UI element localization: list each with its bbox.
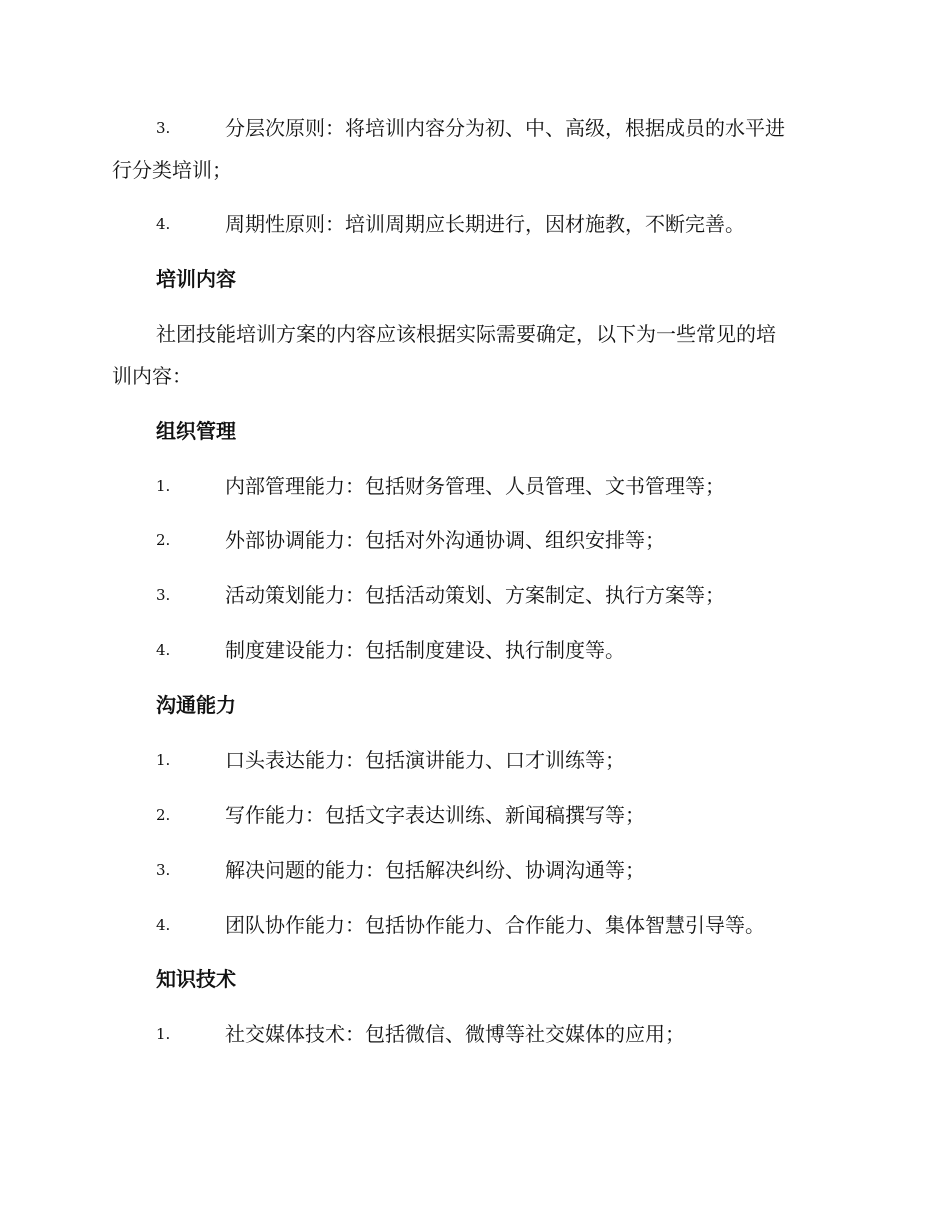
paragraph-intro-line-2: 训内容： — [112, 364, 192, 388]
list-number: 1. — [156, 477, 171, 495]
section-heading-knowledge-tech: 知识技术 — [156, 967, 236, 991]
list-item — [0, 799, 950, 831]
list-item — [0, 909, 950, 941]
list-number: 4. — [156, 215, 171, 233]
list-number: 3. — [156, 119, 171, 137]
list-item — [0, 634, 950, 666]
list-text: 分层次原则：将培训内容分为初、中、高级，根据成员的水平进 — [225, 116, 785, 140]
list-number: 1. — [156, 751, 171, 769]
list-text: 解决问题的能力：包括解决纠纷、协调沟通等； — [225, 858, 645, 882]
list-item — [0, 112, 950, 144]
list-text: 活动策划能力：包括活动策划、方案制定、执行方案等； — [225, 583, 725, 607]
list-item — [0, 470, 950, 502]
list-text: 内部管理能力：包括财务管理、人员管理、文书管理等； — [225, 474, 725, 498]
list-item — [0, 744, 950, 776]
list-number: 1. — [156, 1025, 171, 1043]
list-item — [0, 524, 950, 556]
list-text: 口头表达能力：包括演讲能力、口才训练等； — [225, 748, 625, 772]
list-text: 写作能力：包括文字表达训练、新闻稿撰写等； — [225, 803, 645, 827]
list-text: 制度建设能力：包括制度建设、执行制度等。 — [225, 638, 625, 662]
list-item — [0, 1018, 950, 1050]
list-number: 2. — [156, 531, 171, 549]
list-text-continuation: 行分类培训； — [112, 158, 232, 182]
section-heading-org-management: 组织管理 — [156, 419, 236, 443]
list-text: 外部协调能力：包括对外沟通协调、组织安排等； — [225, 528, 665, 552]
list-number: 3. — [156, 586, 171, 604]
list-item — [0, 854, 950, 886]
list-number: 3. — [156, 861, 171, 879]
list-text: 周期性原则：培训周期应长期进行，因材施教，不断完善。 — [225, 212, 745, 236]
list-number: 4. — [156, 641, 171, 659]
section-heading-communication: 沟通能力 — [156, 693, 236, 717]
paragraph-intro-line-1: 社团技能培训方案的内容应该根据实际需要确定，以下为一些常见的培 — [156, 322, 776, 346]
list-text: 团队协作能力：包括协作能力、合作能力、集体智慧引导等。 — [225, 913, 765, 937]
list-item — [0, 208, 950, 240]
list-number: 2. — [156, 806, 171, 824]
list-item — [0, 579, 950, 611]
list-text: 社交媒体技术：包括微信、微博等社交媒体的应用； — [225, 1022, 685, 1046]
list-number: 4. — [156, 916, 171, 934]
section-heading-training-content: 培训内容 — [156, 267, 236, 291]
